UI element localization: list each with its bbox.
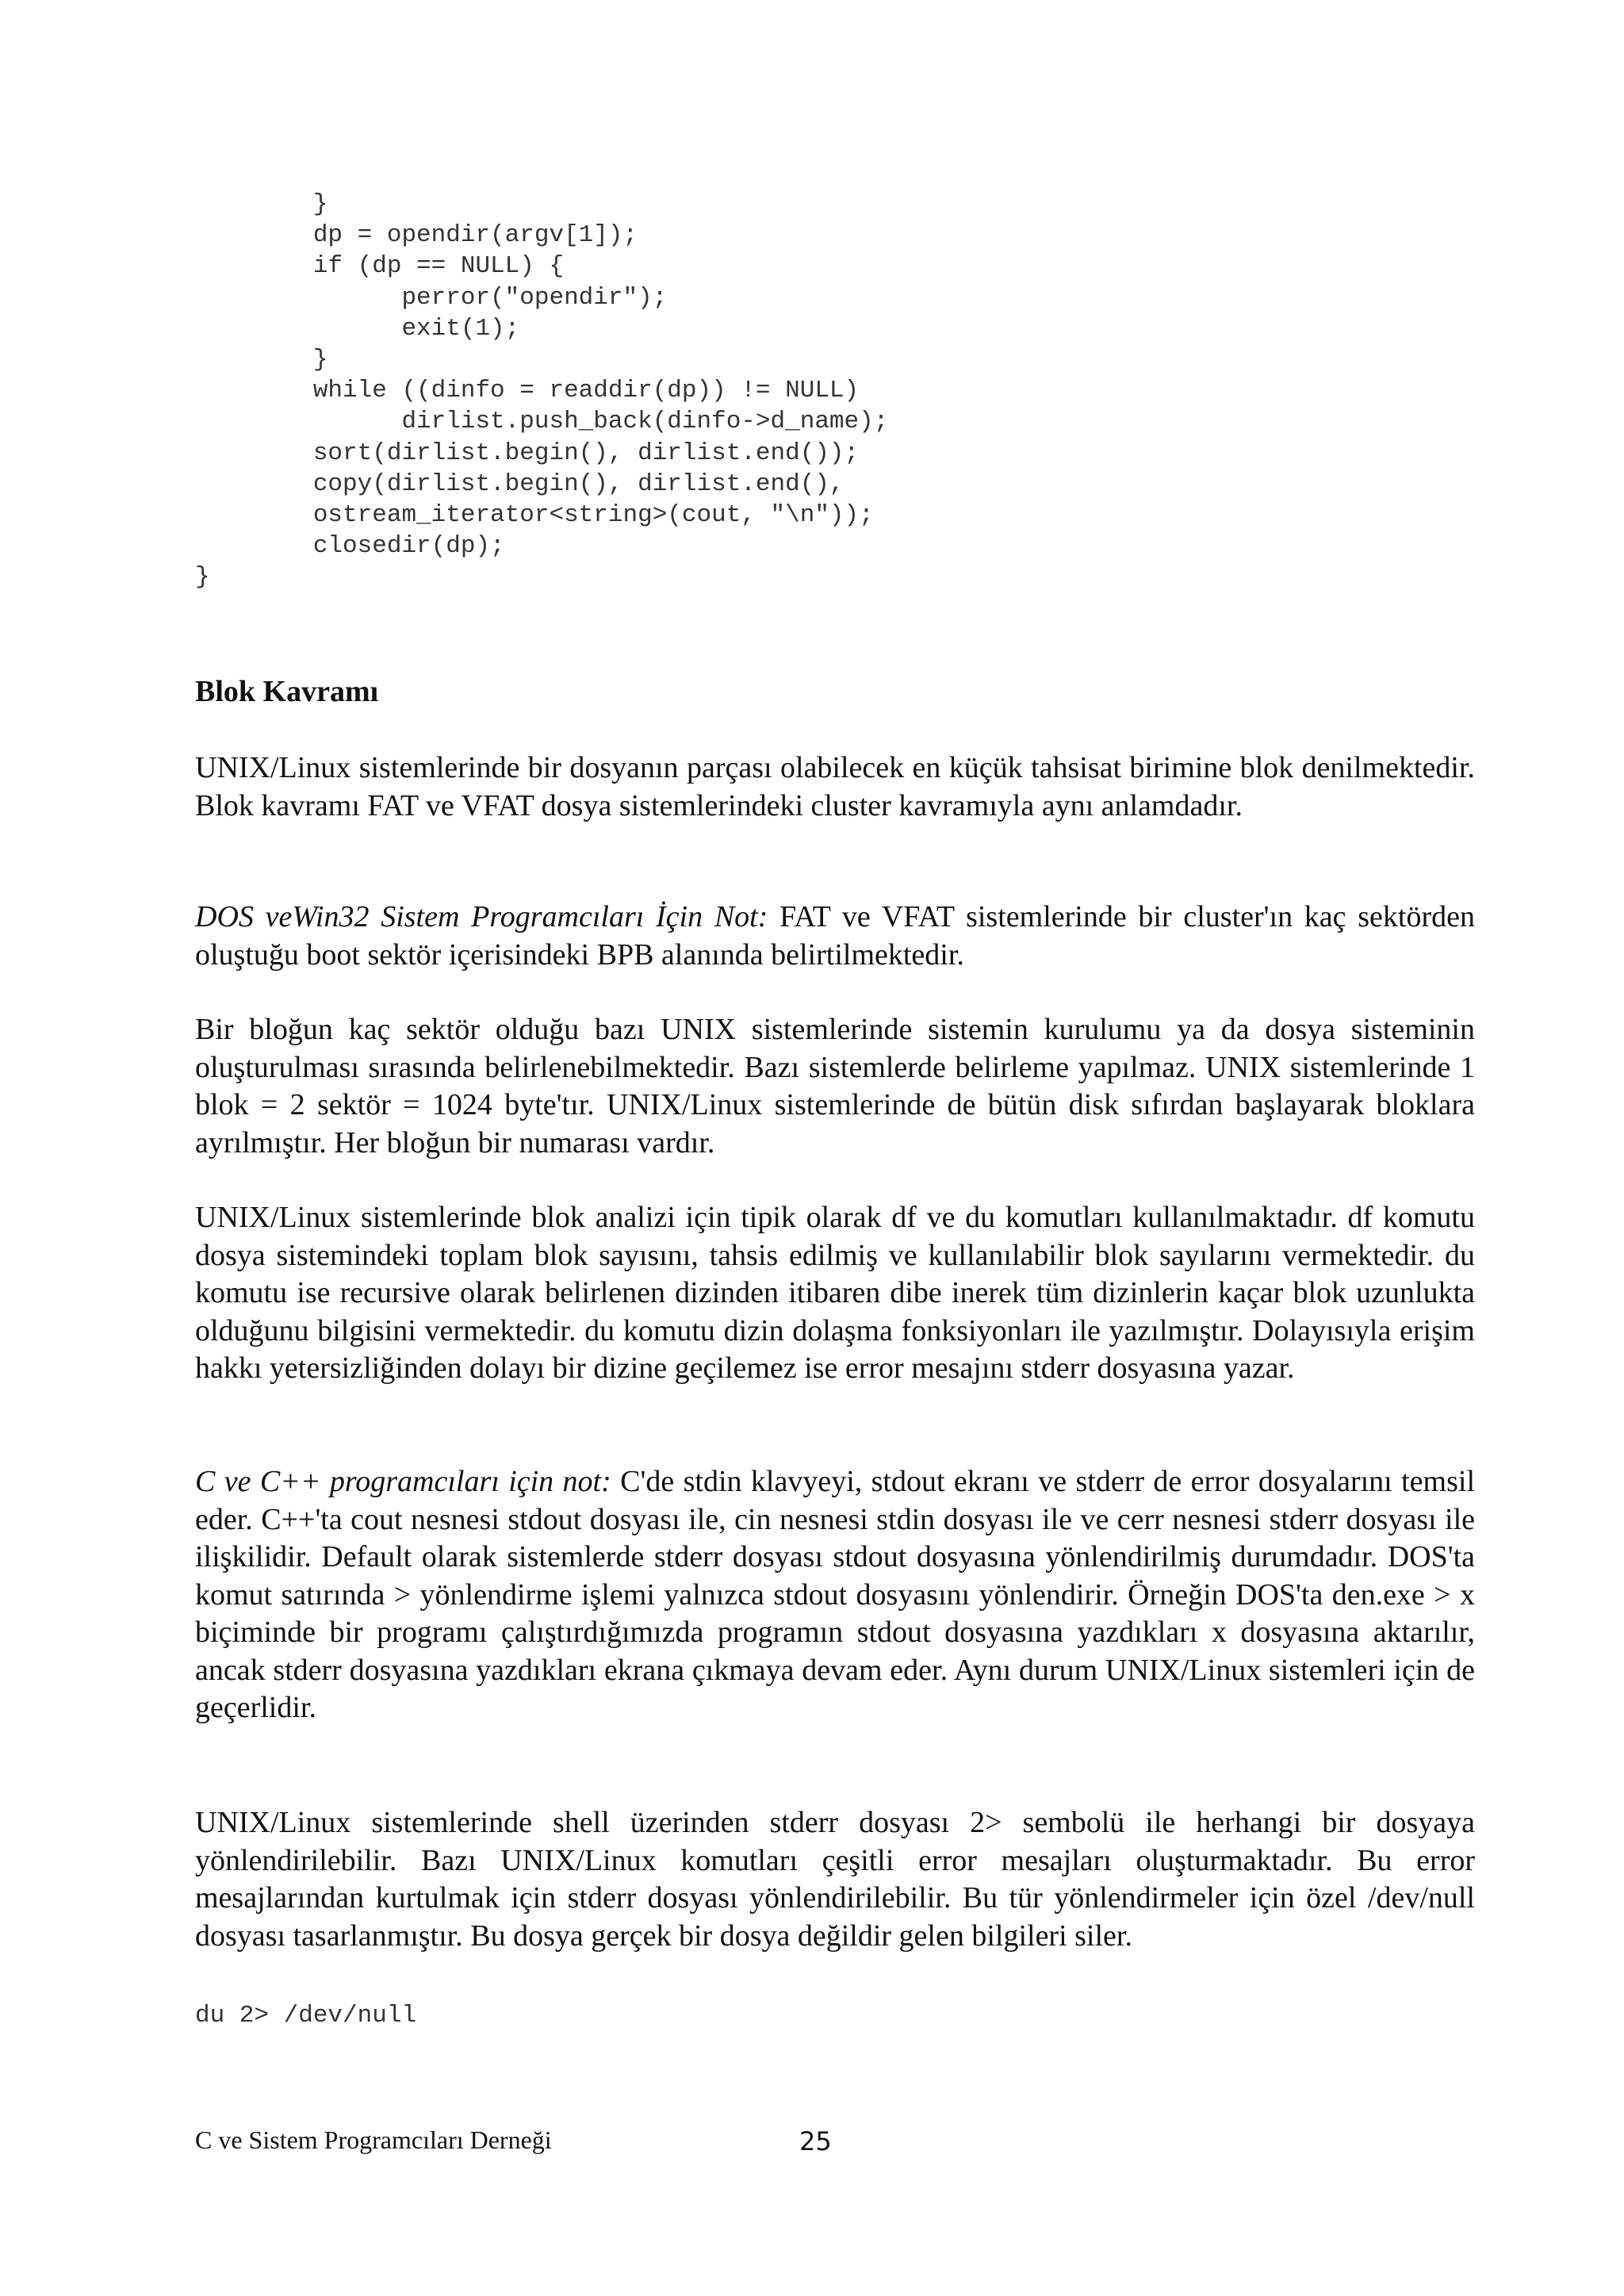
note-label: C ve C++ programcıları için not: <box>195 1465 611 1498</box>
code-listing <box>195 189 888 593</box>
paragraph-block-sectors: Bir bloğun kaç sektör olduğu bazı UNIX sistemlerinde sistemin kurulumu ya da dosya sisteminin oluşturulması sırasında belirlenebilmektedir. Bazı sistemlerde belirleme yapılmaz. UNIX sistemlerinde 1 blok = 2 sektör = 1024 byte'tır. UNIX/Linux sistemlerinde de bütün disk sıfırdan başlayarak bloklara ayrılmıştır. Her bloğun bir numarası vardır. <box>195 1013 1475 1159</box>
code-line: if (dp == NULL) { <box>195 252 565 281</box>
code-line: ostream_iterator<string>(cout, "\n")); <box>195 501 874 530</box>
code-line: exit(1); <box>195 314 520 343</box>
paragraph-stderr-redirect: UNIX/Linux sistemlerinde shell üzerinden stderr dosyası 2> sembolü ile herhangi bir dosyaya yönlendirilebilir. Bazı UNIX/Linux komutları çeşitli error mesajları oluşturmaktadır. Bu error mesajlarından kurtulmak için stderr dosyası yönlendirilebilir. Bu tür yönlendirmeler için özel /dev/null dosyası tasarlanmıştır. Bu dosya gerçek bir dosya değildir gelen bilgileri siler. <box>195 1806 1475 1953</box>
code-line: dp = opendir(argv[1]); <box>195 221 638 250</box>
paragraph-df-du: UNIX/Linux sistemlerinde blok analizi için tipik olarak df ve du komutları kullanılmaktadır. df komutu dosya sistemindeki toplam blok sayısını, tahsis edilmiş ve kullanılabilir blok sayılarını vermektedir. du komutu ise recursive olarak belirlenen dizinden itibaren dibe inerek tüm dizinlerin kaçar blok uzunlukta olduğunu bilgisini vermektedir. du komutu dizin dolaşma fonksiyonları ile yazılmıştır. Dolayısıyla erişim hakkı yetersizliğinden dolayı bir dizine geçilemez ise error mesajını stderr dosyasına yazar. <box>195 1201 1475 1385</box>
code-line: copy(dirlist.begin(), dirlist.end(), <box>195 470 845 498</box>
code-line: while ((dinfo = readdir(dp)) != NULL) <box>195 377 860 405</box>
page-number: 25 <box>799 2126 832 2156</box>
code-line: sort(dirlist.begin(), dirlist.end()); <box>195 439 860 467</box>
paragraph-c-note <box>195 1463 1475 1727</box>
note-label: DOS veWin32 Sistem Programcıları İçin Not: <box>195 900 768 933</box>
paragraph-block-definition: UNIX/Linux sistemlerinde bir dosyanın parçası olabilecek en küçük tahsisat birimine blok denilmektedir. Blok kavramı FAT ve VFAT dosya sistemlerindeki cluster kavramıyla aynı anlamdadır. <box>195 751 1475 822</box>
paragraph-dos-note <box>195 899 1475 974</box>
code-line: perror("opendir"); <box>195 283 668 312</box>
note-text: C'de stdin klavyeyi, stdout ekranı ve stderr de error dosyalarını temsil eder. C++'ta cout nesnesi stdout dosyası ile, cin nesnesi stdin dosyası ile ve cerr nesnesi stderr dosyası ile ilişkilidir. Default olarak sistemlerde stderr dosyası stdout dosyasına yönlendirilmiş durumdadır. DOS'ta komut satırında > yönlendirme işlemi yalnızca stdout dosyasını yönlendirir. Örneğin DOS'ta den.exe > x biçiminde bir programı çalıştırdığımızda programın stdout dosyasına yazdıkları x dosyasına aktarılır, ancak stderr dosyasına yazdıkları ekrana çıkmaya devam eder. Aynı durum UNIX/Linux sistemleri için de geçerlidir. <box>195 1465 1475 1724</box>
footer-organization: C ve Sistem Programcıları Derneği <box>195 2125 552 2154</box>
example-command: du 2> /dev/null <box>195 2002 417 2030</box>
code-line: closedir(dp); <box>195 532 505 561</box>
code-line: } <box>195 563 210 592</box>
code-line: dirlist.push_back(dinfo->d_name); <box>195 408 889 436</box>
code-line: } <box>195 190 328 218</box>
section-heading: Blok Kavramı <box>195 675 379 708</box>
code-line: } <box>195 346 328 374</box>
note-text: FAT ve VFAT sistemlerinde bir cluster'ın kaç sektörden oluştuğu boot sektör içerisindeki BPB alanında belirtilmektedir. <box>195 900 1475 972</box>
